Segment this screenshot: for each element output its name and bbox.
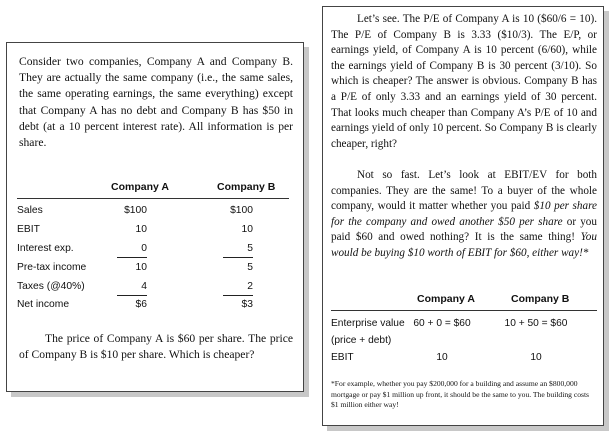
p2-italic-1: $10 per share for the company and owed another $50 per share (331, 200, 598, 228)
underline-interest-b (223, 257, 253, 258)
row-label-interest: Interest exp. (17, 243, 74, 254)
underline-taxes-b (223, 295, 253, 296)
net-income-b: $3 (241, 299, 253, 310)
analysis-paragraph-2 (331, 168, 597, 262)
ev-ebit-a: 10 (436, 352, 448, 363)
underline-interest-a (117, 257, 147, 258)
right-panel (322, 6, 604, 426)
pretax-b: 5 (247, 262, 253, 273)
row-label-sales: Sales (17, 205, 43, 216)
ebit-b: 10 (241, 224, 253, 235)
sales-b: $100 (230, 205, 253, 216)
analysis-paragraph-1: Let’s see. The P/E of Company A is 10 ($60/6 = 10). The P/E of Company B is 3.33 ($10/3). The E/P, or earnings yield, of Company A is 10 percent (6/60), while the earnings yield of Company B is 30 percent (3/10). So which is cheaper? The answer is obvious. Company B has a P/E of only 3.33 and an earnings yield of 30 percent. That looks much cheaper than Company A’s P/E of 10 and earnings yield of only 10 percent. So Company B is clearly cheaper, right? (331, 13, 597, 150)
closing-paragraph: The price of Company A is $60 per share. The price of Company B is $10 per share. Which is cheaper? (19, 332, 293, 362)
ev-label-line-2: (price + debt) (331, 335, 392, 346)
p2-text-1: Not so fast. Let’s look at EBIT/EV for both companies. They are the same! To a buyer of the whole company, would it matter whether you paid (331, 169, 597, 213)
header-company-a: Company A (111, 181, 169, 193)
net-income-a: $6 (135, 299, 147, 310)
ebit-a: 10 (135, 224, 147, 235)
table-header-rule (17, 198, 289, 199)
ev-ebit-label: EBIT (331, 352, 354, 363)
footnote: *For example, whether you pay $200,000 for a building and assume an $800,000 mortgage or pay $1 million up front, it should be the same to you. The building costs $1 million either way! (331, 379, 590, 410)
p2-text-2: or you paid $60 and owed nothing? It is the same thing! (331, 215, 597, 244)
pretax-a: 10 (135, 262, 147, 273)
ev-company-b: 10 + 50 = $60 (504, 318, 568, 329)
ev-header-company-b: Company B (511, 293, 570, 305)
underline-taxes-a (117, 295, 147, 296)
left-panel (6, 42, 304, 392)
sales-a: $100 (124, 205, 147, 216)
interest-a: 0 (141, 243, 147, 254)
header-company-b: Company B (217, 181, 276, 193)
ev-header-company-a: Company A (417, 293, 475, 305)
interest-b: 5 (247, 243, 253, 254)
intro-paragraph: Consider two companies, Company A and Company B. They are actually the same company (i.e., the same sales, the same operating earnings, the same everything) except that Company A has no debt and Company B has $50 in debt (at a 10 percent interest rate). All information is per share. (19, 55, 293, 150)
taxes-b: 2 (247, 281, 253, 292)
ev-company-a: 60 + 0 = $60 (413, 318, 471, 329)
ev-label-line-1: Enterprise value (331, 318, 405, 329)
p2-italic-2: You would be buying $10 worth of EBIT for $60, either way!* (331, 231, 597, 259)
row-label-taxes: Taxes (@40%) (17, 281, 85, 292)
taxes-a: 4 (141, 281, 147, 292)
row-label-net-income: Net income (17, 299, 70, 310)
ev-table-header-rule (331, 310, 597, 311)
row-label-pretax: Pre-tax income (17, 262, 87, 273)
row-label-ebit: EBIT (17, 224, 40, 235)
ev-ebit-b: 10 (530, 352, 542, 363)
